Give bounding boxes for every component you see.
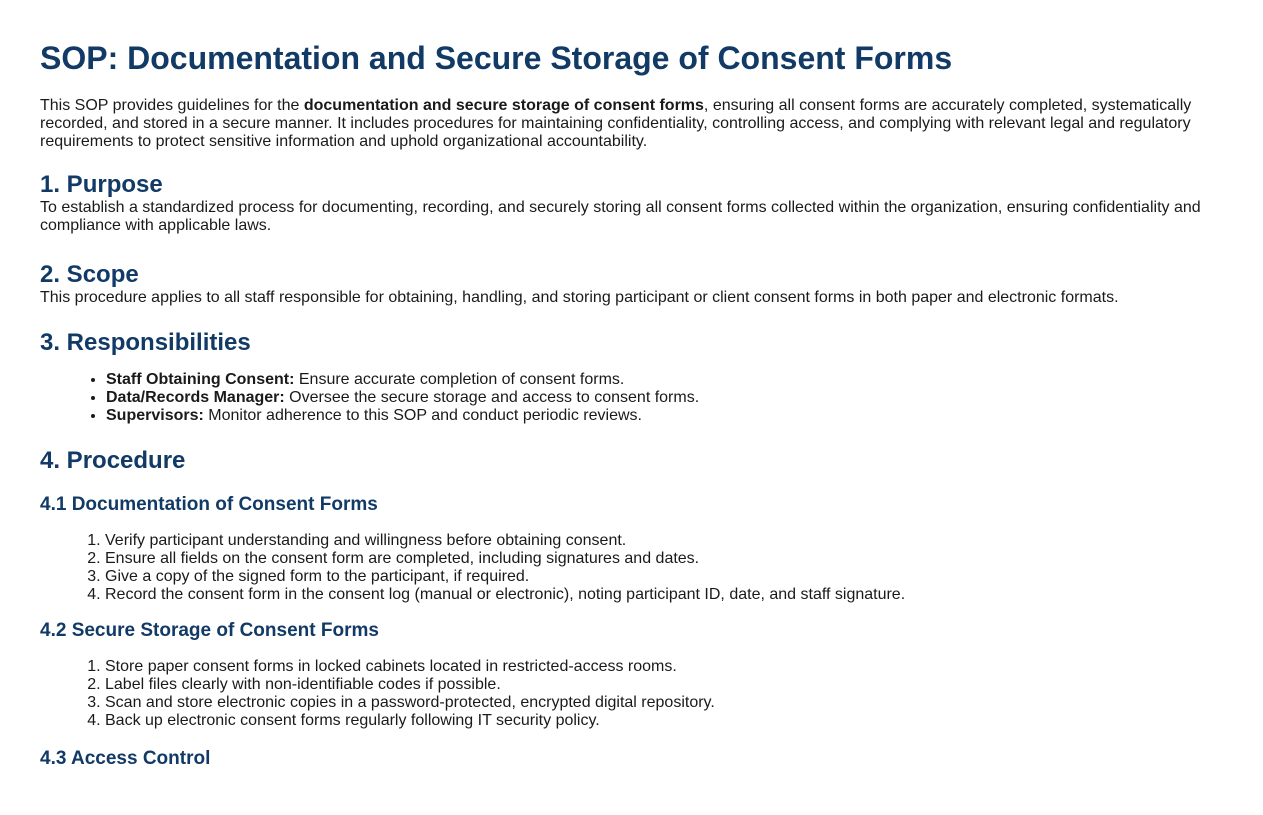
responsibility-desc: Ensure accurate completion of consent forms. <box>294 371 625 388</box>
intro-text-end: , ensuring all consent forms are accurately completed, systematically recorded, and stored in a secure manner. It includes procedures for maintaining confidentiality, controlling access, and complying with relevant legal and regulatory requirements to protect sensitive information and uphold organizational accountability. <box>40 97 1192 150</box>
documentation-subheading: 4.1 Documentation of Consent Forms <box>40 494 378 515</box>
responsibility-role: Staff Obtaining Consent: <box>106 371 295 388</box>
intro-text-start: This SOP provides guidelines for the <box>40 97 304 114</box>
documentation-steps <box>40 532 1223 604</box>
responsibilities-heading: 3. Responsibilities <box>40 329 251 356</box>
responsibility-desc: Monitor adherence to this SOP and conduct periodic reviews. <box>203 407 642 424</box>
responsibility-item <box>106 407 1223 425</box>
list-item: 1. Store paper consent forms in locked cabinets located in restricted-access rooms. <box>105 658 1223 676</box>
scope-text: This procedure applies to all staff responsible for obtaining, handling, and storing participant or client consent forms in both paper and electronic formats. <box>40 289 1119 306</box>
responsibility-desc: Oversee the secure storage and access to consent forms. <box>284 389 700 406</box>
procedure-heading: 4. Procedure <box>40 447 186 474</box>
list-item: 3. Give a copy of the signed form to the participant, if required. <box>105 568 1223 586</box>
responsibility-role: Data/Records Manager: <box>106 389 285 406</box>
list-item: 4. Record the consent form in the consent log (manual or electronic), noting participant ID, date, and staff signature. <box>105 586 1223 604</box>
scope-heading: 2. Scope <box>40 261 139 288</box>
responsibility-item <box>106 389 1223 407</box>
list-item: 1. Verify participant understanding and willingness before obtaining consent. <box>105 532 1223 550</box>
responsibilities-list <box>40 371 1223 425</box>
responsibility-item <box>106 371 1223 389</box>
access-control-subheading: 4.3 Access Control <box>40 748 211 769</box>
list-item: 2. Label files clearly with non-identifiable codes if possible. <box>105 676 1223 694</box>
purpose-heading: 1. Purpose <box>40 171 163 198</box>
storage-steps <box>40 658 1223 730</box>
list-item: 4. Back up electronic consent forms regularly following IT security policy. <box>105 712 1223 730</box>
purpose-text: To establish a standardized process for documenting, recording, and securely storing all consent forms collected within the organization, ensuring confidentiality and compliance with applicable laws. <box>40 199 1201 234</box>
intro-paragraph <box>40 97 1223 151</box>
responsibility-role: Supervisors: <box>106 407 204 424</box>
intro-text-bold: documentation and secure storage of consent forms <box>303 97 704 114</box>
list-item: 2. Ensure all fields on the consent form are completed, including signatures and dates. <box>105 550 1223 568</box>
page-title: SOP: Documentation and Secure Storage of Consent Forms <box>40 40 953 76</box>
list-item: 3. Scan and store electronic copies in a password-protected, encrypted digital repository. <box>105 694 1223 712</box>
storage-subheading: 4.2 Secure Storage of Consent Forms <box>40 620 379 641</box>
